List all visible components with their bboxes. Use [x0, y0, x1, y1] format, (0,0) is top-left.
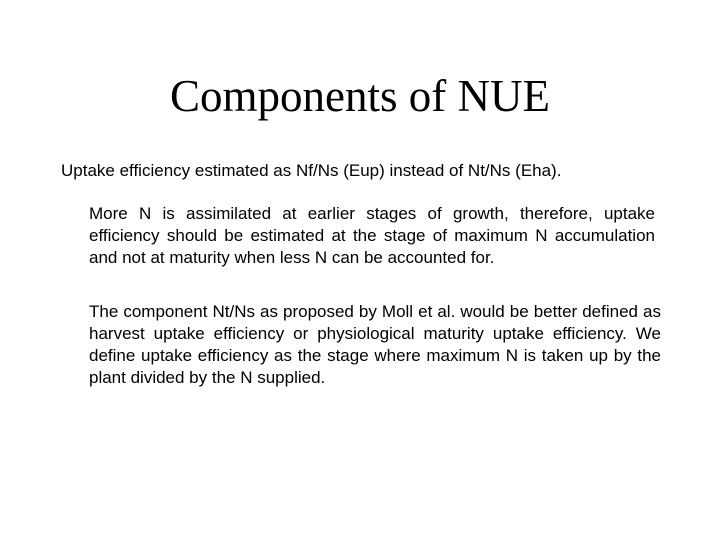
lead-statement: Uptake efficiency estimated as Nf/Ns (Eup) instead of Nt/Ns (Eha). — [61, 161, 562, 180]
body-paragraph: More N is assimilated at earlier stages of growth, therefore, uptake efficiency should be estimated at the stage of maximum N accumulation and not at maturity when less N can be accounted for. — [89, 204, 655, 267]
body-paragraph: The component Nt/Ns as proposed by Moll et al. would be better defined as harvest uptake efficiency or physiological maturity uptake efficiency. We define uptake efficiency as the stage where maximum N is taken up by the plant divided by the N supplied. — [89, 302, 661, 387]
slide-title: Components of NUE — [170, 71, 550, 121]
